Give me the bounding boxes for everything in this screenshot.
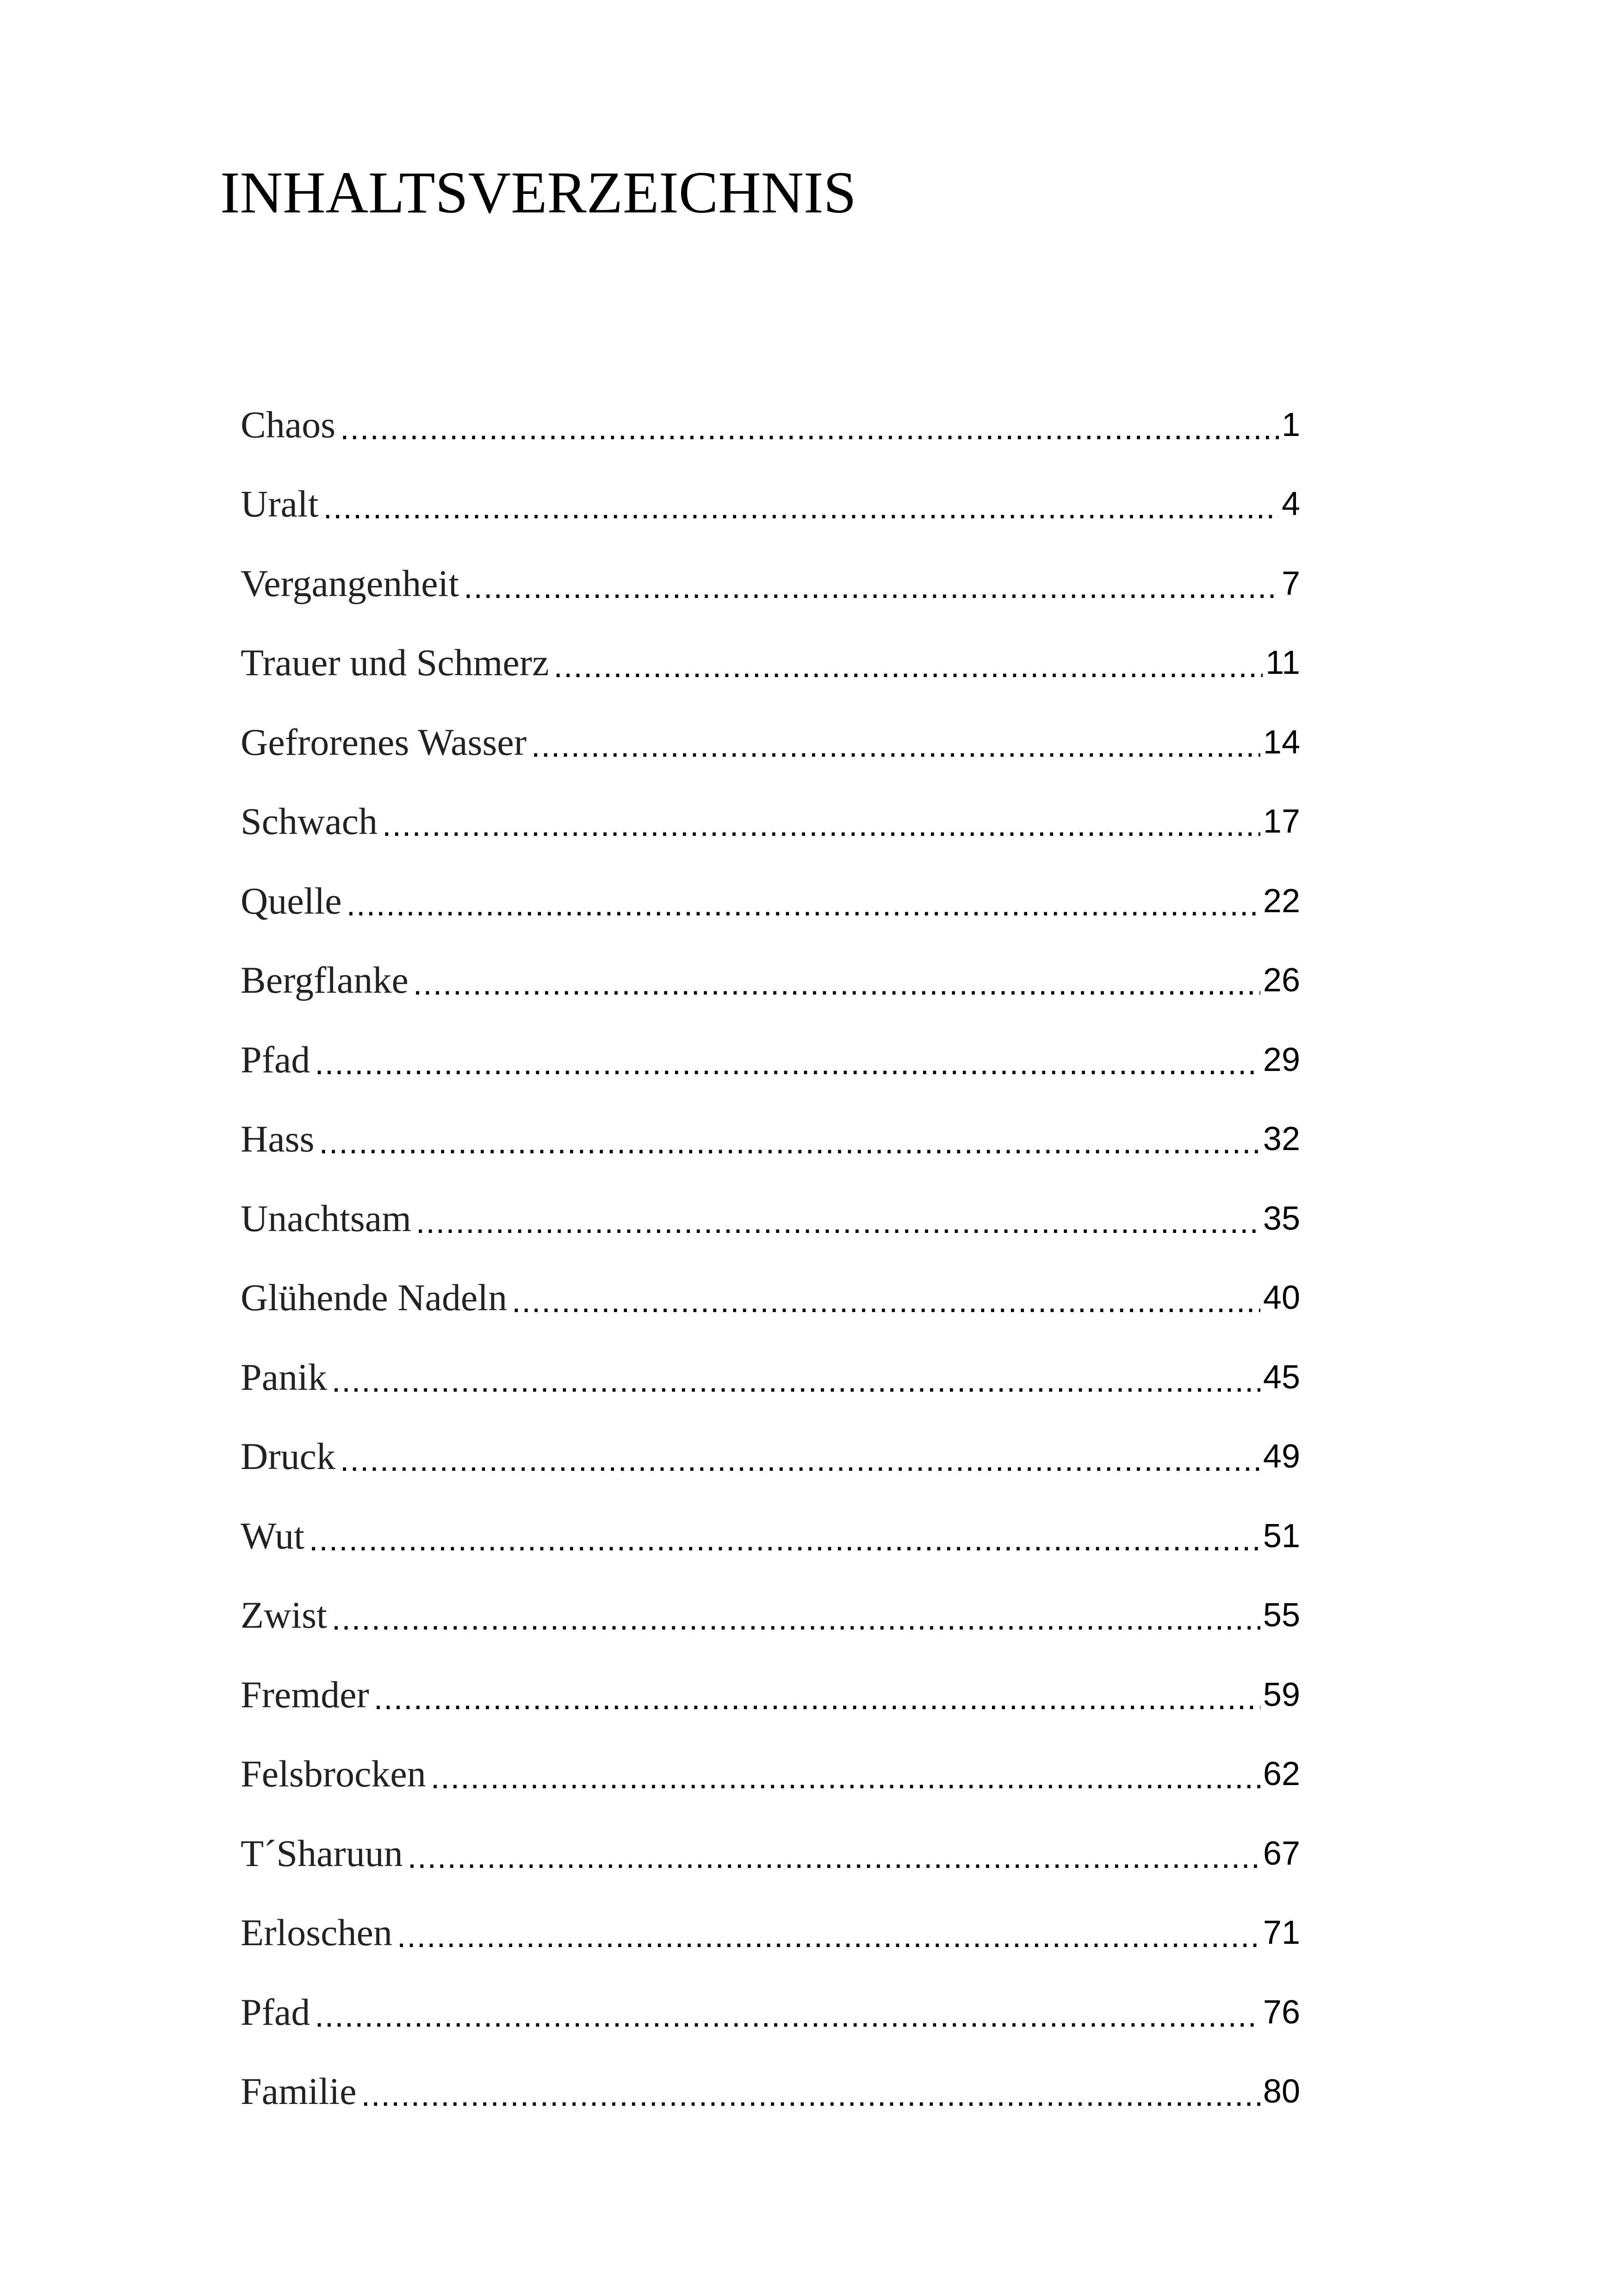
toc-entry-label: Pfad <box>241 1038 310 1081</box>
toc-entry-label: Hass <box>241 1118 315 1160</box>
toc-entry <box>241 1576 1300 1655</box>
toc-entry <box>241 1338 1300 1417</box>
dot-leader <box>512 1278 1260 1317</box>
toc-entry <box>241 1179 1300 1258</box>
toc-entry <box>241 1893 1300 1973</box>
toc-entry-page: 35 <box>1263 1200 1300 1237</box>
toc-entry <box>241 1258 1300 1338</box>
toc-entry <box>241 1020 1300 1100</box>
toc-entry-label: Chaos <box>241 403 335 446</box>
toc-entry <box>241 1814 1300 1893</box>
dot-leader <box>319 1120 1260 1158</box>
toc-entry-label: Trauer und Schmerz <box>241 641 549 684</box>
toc-entry-label: Panik <box>241 1356 327 1398</box>
dot-leader <box>309 1517 1260 1556</box>
dot-leader <box>315 1040 1260 1079</box>
toc-entry-label: Uralt <box>241 483 319 525</box>
dot-leader <box>340 1437 1260 1476</box>
toc-entry <box>241 623 1300 703</box>
toc-entry <box>241 861 1300 941</box>
toc-entry-label: Schwach <box>241 800 378 843</box>
toc-entry-page: 45 <box>1263 1358 1300 1396</box>
toc-entry <box>241 544 1300 623</box>
dot-leader <box>332 1358 1260 1397</box>
toc-entry <box>241 1100 1300 1179</box>
dot-leader <box>382 802 1260 841</box>
toc-entry-page: 49 <box>1263 1438 1300 1475</box>
dot-leader <box>361 2072 1260 2111</box>
dot-leader <box>323 485 1278 523</box>
toc-entry-label: Pfad <box>241 1991 310 2033</box>
toc-entry-page: 32 <box>1263 1120 1300 1158</box>
dot-leader <box>408 1834 1260 1873</box>
toc-entry-label: Erloschen <box>241 1911 392 1954</box>
toc-entry <box>241 782 1300 862</box>
toc-entry <box>241 465 1300 544</box>
toc-entry-label: Fremder <box>241 1673 369 1716</box>
toc-entry-page: 62 <box>1263 1755 1300 1793</box>
toc-entry-page: 4 <box>1281 485 1300 523</box>
toc-entry-page: 7 <box>1281 565 1300 602</box>
dot-leader <box>374 1675 1260 1714</box>
toc-entry-page: 26 <box>1263 962 1300 999</box>
toc-entry-page: 59 <box>1263 1676 1300 1713</box>
dot-leader <box>416 1199 1260 1238</box>
toc-entry-label: Glühende Nadeln <box>241 1276 508 1319</box>
toc-entry-page: 51 <box>1263 1517 1300 1555</box>
toc-entry-page: 22 <box>1263 882 1300 920</box>
toc-entry <box>241 1972 1300 2052</box>
toc-entry <box>241 2052 1300 2132</box>
toc-entry-page: 1 <box>1281 406 1300 443</box>
toc-entry <box>241 703 1300 782</box>
toc-entry-page: 76 <box>1263 1993 1300 2031</box>
toc-entry-label: Familie <box>241 2070 357 2113</box>
toc-entry-page: 71 <box>1263 1914 1300 1952</box>
toc-entry <box>241 385 1300 465</box>
dot-leader <box>347 882 1260 921</box>
toc-entry-label: Bergflanke <box>241 959 409 1002</box>
toc-entry <box>241 1735 1300 1814</box>
toc-entry <box>241 941 1300 1020</box>
toc-entry-page: 40 <box>1263 1279 1300 1317</box>
toc-entry-label: T´Sharuun <box>241 1832 403 1874</box>
toc-entry <box>241 1496 1300 1576</box>
toc-entry-page: 67 <box>1263 1835 1300 1872</box>
dot-leader <box>397 1913 1260 1952</box>
toc-entry-label: Unachtsam <box>241 1197 411 1239</box>
dot-leader <box>554 643 1263 682</box>
toc-entry-page: 29 <box>1263 1041 1300 1078</box>
toc-entry-page: 17 <box>1263 803 1300 840</box>
toc-entry-label: Vergangenheit <box>241 562 459 604</box>
toc-entry-label: Felsbrocken <box>241 1753 426 1795</box>
dot-leader <box>464 564 1279 603</box>
dot-leader <box>413 961 1260 1000</box>
toc-entry-page: 11 <box>1265 644 1300 682</box>
toc-entry-page: 14 <box>1263 723 1300 761</box>
dot-leader <box>531 723 1260 762</box>
toc-entry-page: 55 <box>1263 1597 1300 1634</box>
dot-leader <box>431 1755 1260 1793</box>
toc-entry-label: Zwist <box>241 1594 327 1636</box>
toc-list <box>241 385 1300 2131</box>
toc-entry-label: Quelle <box>241 879 342 922</box>
toc-entry-page: 80 <box>1263 2073 1300 2110</box>
toc-entry-label: Druck <box>241 1435 335 1478</box>
dot-leader <box>340 405 1279 444</box>
page-title: INHALTSVERZEICHNIS <box>220 160 856 225</box>
dot-leader <box>315 1993 1260 2032</box>
toc-entry-label: Gefrorenes Wasser <box>241 721 527 763</box>
toc-entry <box>241 1655 1300 1735</box>
dot-leader <box>332 1596 1260 1635</box>
toc-entry-label: Wut <box>241 1514 304 1557</box>
toc-entry <box>241 1417 1300 1497</box>
